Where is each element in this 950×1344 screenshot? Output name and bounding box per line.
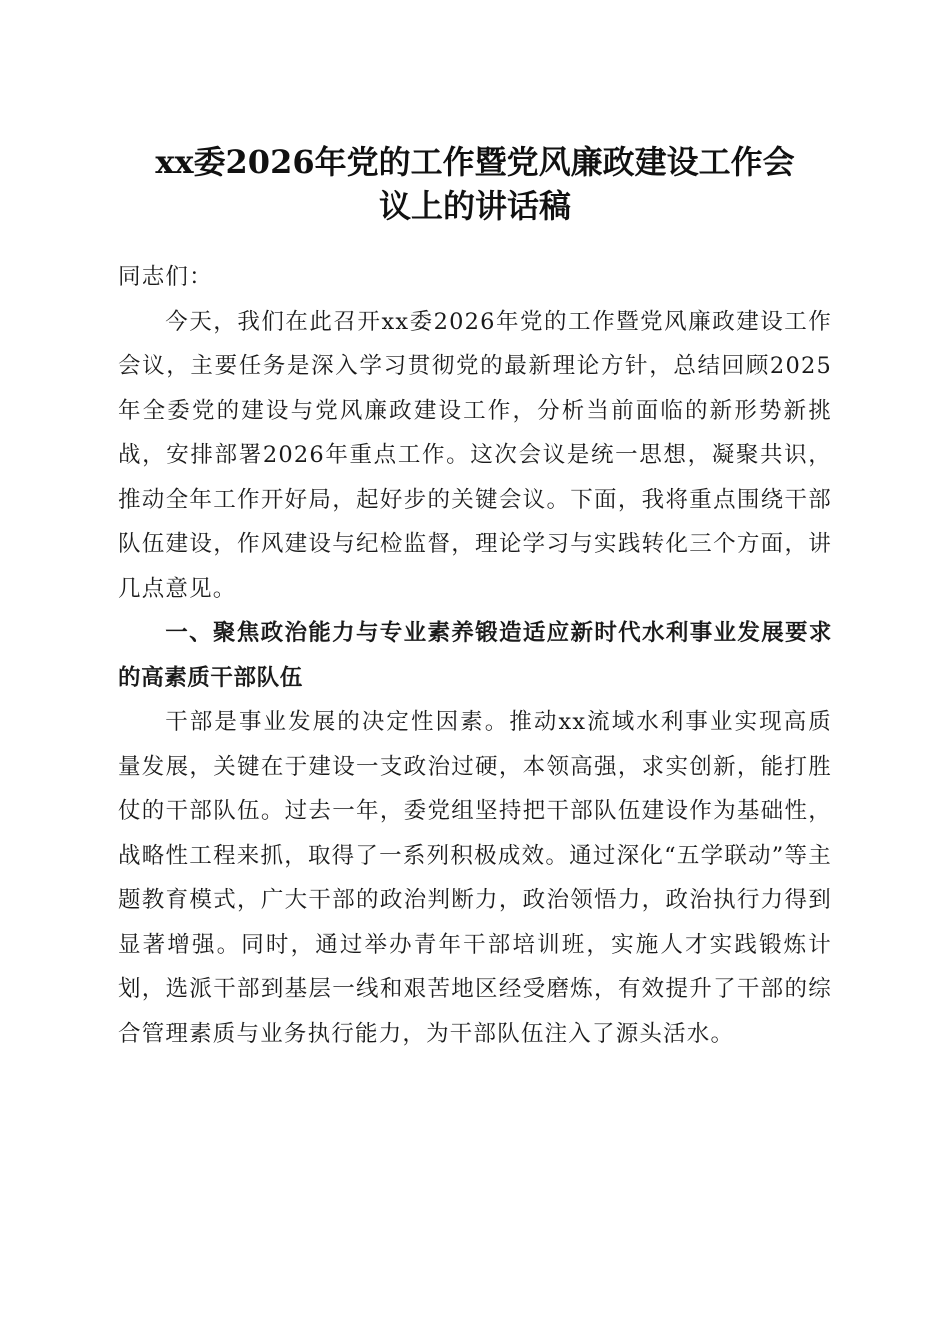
title-line-2: 议上的讲话稿 xyxy=(378,187,571,225)
title-line-1: xx委2026年党的工作暨党风廉政建设工作会 xyxy=(155,143,795,181)
greeting: 同志们： xyxy=(118,264,213,290)
document-title xyxy=(0,140,950,228)
document-body xyxy=(118,255,832,1056)
section-paragraph: 干部是事业发展的决定性因素。推动xx流域水利事业实现高质量发展，关键在于建设一支政治过硬，本领高强，求实创新，能打胜仗的干部队伍。过去一年，委党组坚持把干部队伍建设作为基础性，战略性工程来抓，取得了一系列积极成效。通过深化“五学联动”等主题教育模式，广大干部的政治判断力，政治领悟力，政治执行力得到显著增强。同时，通过举办青年干部培训班，实施人才实践锻炼计划，选派干部到基层一线和艰苦地区经受磨炼，有效提升了干部的综合管理素质与业务执行能力，为干部队伍注入了源头活水。 xyxy=(118,709,832,1047)
section-heading: 一、聚焦政治能力与专业素养锻造适应新时代水利事业发展要求的高素质干部队伍 xyxy=(118,620,832,691)
intro-paragraph: 今天，我们在此召开xx委2026年党的工作暨党风廉政建设工作会议，主要任务是深入学习贯彻党的最新理论方针，总结回顾2025年全委党的建设与党风廉政建设工作，分析当前面临的新形势新挑战，安排部署2026年重点工作。这次会议是统一思想，凝聚共识，推动全年工作开好局，起好步的关键会议。下面，我将重点围绕干部队伍建设，作风建设与纪检监督，理论学习与实践转化三个方面，讲几点意见。 xyxy=(118,308,832,602)
